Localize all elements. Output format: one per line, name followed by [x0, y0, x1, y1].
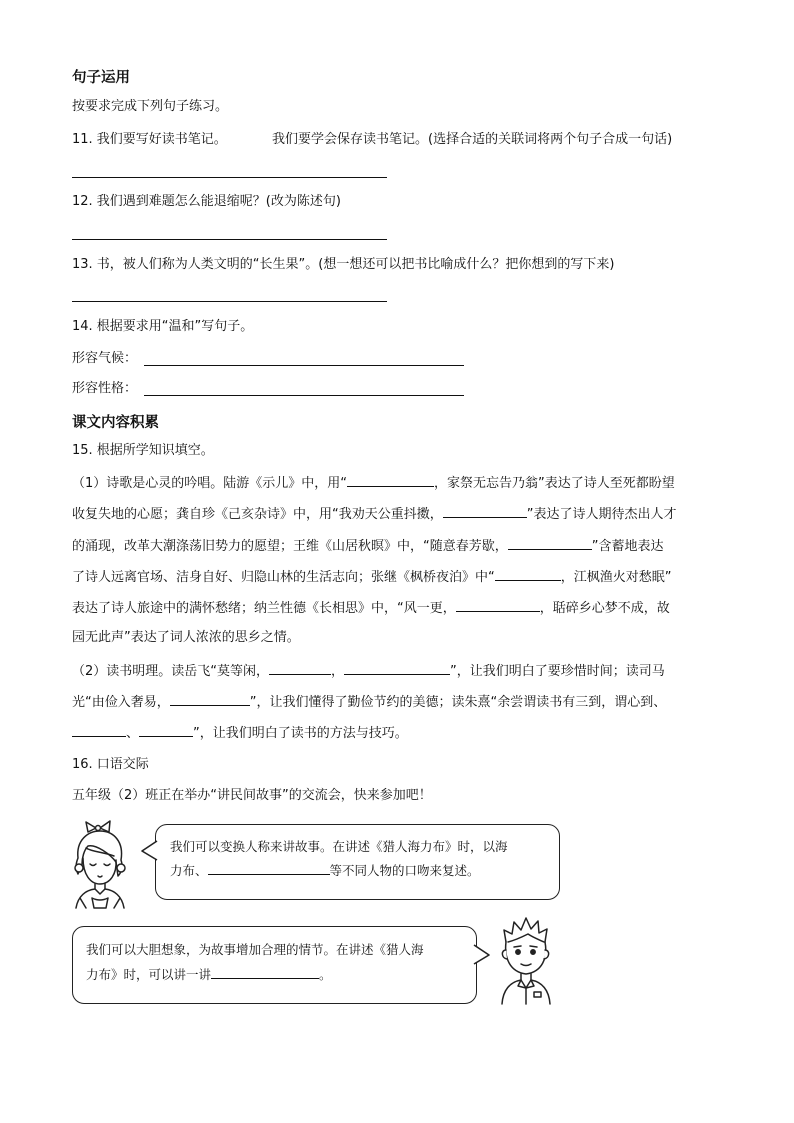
q15-p1-l5b: ，聒碎乡心梦不成，故 [539, 601, 670, 616]
q15-p2-l1c: ”，让我们明白了要珍惜时间；读司马 [450, 664, 665, 679]
blank-bubble-1[interactable] [208, 860, 330, 875]
question-16-title: 16. 口语交际 [72, 757, 149, 772]
q15-p1-l2a: 收复失地的心愿；龚自珍《己亥杂诗》中，用“我劝天公重抖擞， [72, 507, 443, 522]
q15-p1-l2b: ”表达了诗人期待杰出人才 [526, 507, 677, 522]
boy-avatar-icon [494, 912, 558, 1004]
q15-p2-l1a: （2）读书明理。读岳飞“莫等闲， [72, 664, 270, 679]
bubble-1-l2b: 等不同人物的口吻来复述。 [329, 863, 480, 878]
label-weather: 形容气候： [72, 351, 138, 366]
q15-p2-l2b: ”，让我们懂得了勤俭节约的美德；读朱熹“余尝谓读书有三到，谓心到、 [249, 695, 667, 710]
answer-line-character[interactable] [144, 395, 464, 396]
q15-p1-l5a: 表达了诗人旅途中的满怀愁绪；纳兰性德《长相思》中，“风一更， [72, 601, 456, 616]
bubble-1-line-2 [170, 859, 480, 883]
blank-9[interactable] [72, 723, 126, 737]
q15-p2-line-3 [72, 723, 408, 743]
q15-p1-line-1 [72, 473, 675, 493]
question-13: 13. 书，被人们称为人类文明的“长生果”。(想一想还可以把书比喻成什么？把你想到的写下来) [72, 257, 615, 272]
q15-p1-l3a: 的涌现，改革大潮涤荡旧势力的愿望；王维《山居秋暝》中，“随意春芳歇， [72, 539, 508, 554]
q15-p2-line-1 [72, 661, 665, 681]
q15-p1-l4b: ，江枫渔火对愁眠” [560, 570, 672, 585]
question-16-intro: 五年级（2）班正在举办“讲民间故事”的交流会，快来参加吧！ [72, 788, 432, 803]
blank-2[interactable] [443, 504, 527, 518]
question-11-part-a: 11. 我们要写好读书笔记。 [72, 132, 227, 147]
bubble-1-l2a: 力布、 [170, 863, 208, 878]
q15-p2-l3b: ”，让我们明白了读书的方法与技巧。 [193, 726, 408, 741]
q15-p1-line-4 [72, 567, 672, 587]
q15-p2-l3a: 、 [126, 726, 140, 741]
speech-bubble-1-tail [140, 840, 160, 862]
question-11-part-b: 我们要学会保存读书笔记。(选择合适的关联词将两个句子合成一句话) [272, 132, 673, 147]
bubble-2-line-1: 我们可以大胆想象，为故事增加合理的情节。在讲述《猎人海 [86, 942, 424, 957]
bubble-2-line-2 [86, 963, 332, 987]
bubble-1-line-1: 我们可以变换人称来讲故事。在讲述《猎人海力布》时，以海 [170, 839, 508, 854]
blank-4[interactable] [495, 567, 561, 581]
q15-p1-l1a: （1）诗歌是心灵的吟唱。陆游《示儿》中，用“ [72, 476, 348, 491]
question-12: 12. 我们遇到难题怎么能退缩呢？(改为陈述句) [72, 194, 341, 209]
label-character: 形容性格： [72, 381, 138, 396]
speech-bubble-2-tail [472, 944, 492, 966]
section-title-text-accumulation: 课文内容积累 [72, 415, 159, 431]
girl-avatar-icon [66, 818, 138, 908]
q15-p2-l1b: ， [331, 664, 345, 679]
answer-line-12[interactable] [72, 239, 387, 240]
blank-1[interactable] [347, 473, 434, 487]
question-14: 14. 根据要求用“温和”写句子。 [72, 319, 254, 334]
q15-p1-line-6: 园无此声”表达了词人浓浓的思乡之情。 [72, 630, 300, 645]
answer-line-11[interactable] [72, 177, 387, 178]
section-title-sentence-use: 句子运用 [72, 70, 130, 86]
blank-5[interactable] [456, 598, 540, 612]
q15-p1-line-5 [72, 598, 670, 618]
q15-p2-l2a: 光“由俭入奢易， [72, 695, 170, 710]
blank-10[interactable] [139, 723, 193, 737]
q15-p1-line-2 [72, 504, 677, 524]
answer-line-13[interactable] [72, 301, 387, 302]
blank-3[interactable] [508, 536, 592, 550]
answer-line-weather[interactable] [144, 365, 464, 366]
blank-8[interactable] [170, 692, 250, 706]
blank-6[interactable] [269, 661, 331, 675]
question-15-title: 15. 根据所学知识填空。 [72, 443, 214, 458]
q15-p2-line-2 [72, 692, 666, 712]
q15-p1-l1b: ，家祭无忘告乃翁”表达了诗人至死都盼望 [434, 476, 675, 491]
q15-p1-l3b: ”含蓄地表达 [591, 539, 664, 554]
q15-p1-l4a: 了诗人远离官场、洁身自好、归隐山林的生活志向；张继《枫桥夜泊》中“ [72, 570, 495, 585]
section-instruction: 按要求完成下列句子练习。 [72, 99, 229, 114]
blank-7[interactable] [344, 661, 450, 675]
bubble-2-l2a: 力布》时，可以讲一讲 [86, 967, 212, 982]
blank-bubble-2[interactable] [211, 964, 319, 979]
q15-p1-line-3 [72, 536, 664, 556]
bubble-2-l2b: 。 [319, 967, 332, 982]
